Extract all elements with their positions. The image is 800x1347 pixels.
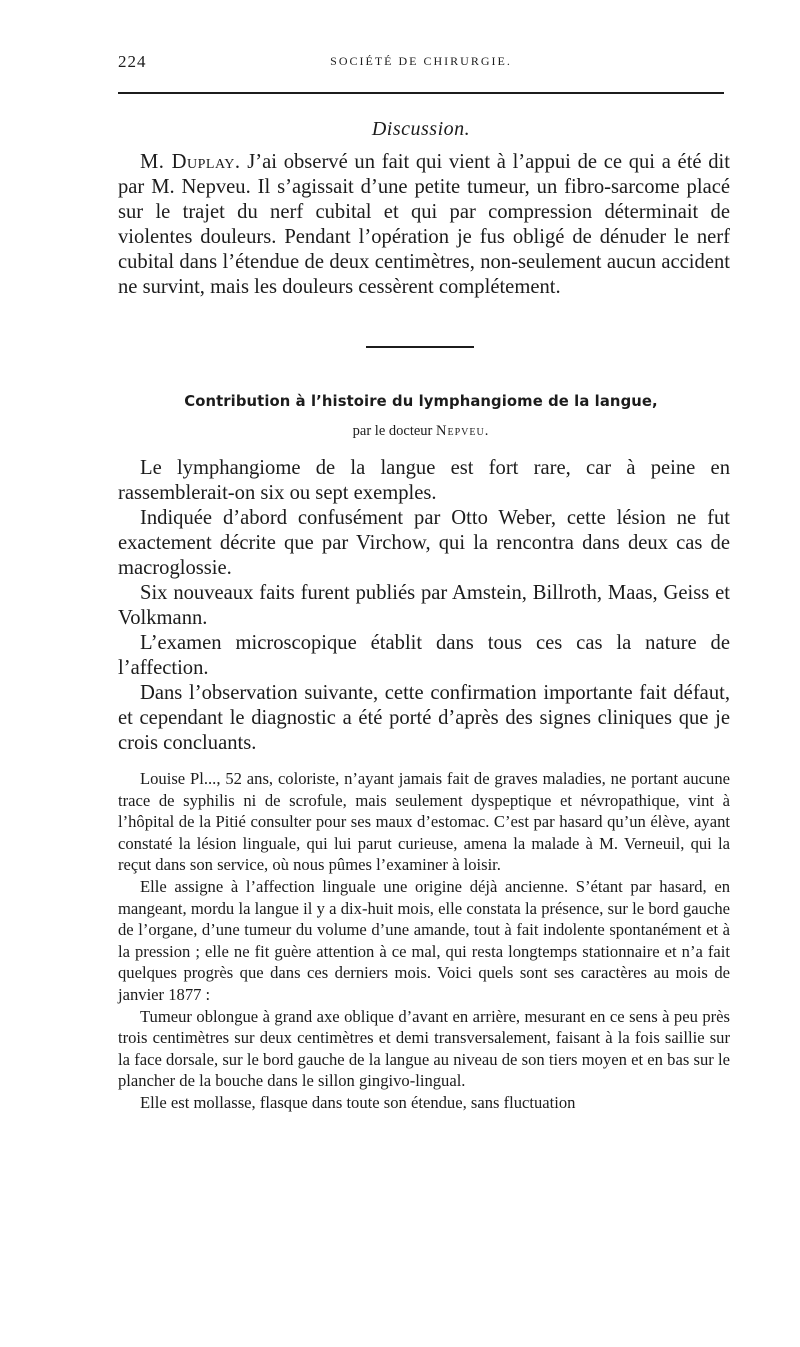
header-rule	[118, 92, 724, 94]
byline-author: Nepveu.	[436, 423, 490, 439]
running-head	[118, 50, 724, 72]
case-paragraph: Elle assigne à l’affection linguale une origine déjà ancienne. S’étant par hasard, en mangeant, mordu la langue il y a dix-huit mois, elle constata la présence, sur le bord gauche de l’organe, d’une tumeur du volume d’une amande, tout à fait indolente spontanément et à la pression ; elle ne fit guère attention à ce mal, qui resta longtemps stationnaire et n’a fait quelques progrès que dans ces derniers mois. Voici quels sont ses caractères au mois de janvier 1877 :	[118, 876, 730, 1004]
byline	[118, 423, 724, 440]
case-paragraph: Tumeur oblongue à grand axe oblique d’avant en arrière, mesurant en ce sens à peu près trois centimètres sur deux centimètres et demi transversalement, faisant à la fois saillie sur la face dorsale, sur le bord gauche de la langue au niveau de son tiers moyen et en bas sur le plancher de la bouche dans le sillon gingivo-lingual.	[118, 1006, 730, 1091]
page-number: 224	[118, 52, 147, 71]
journal-title: SOCIÉTÉ DE CHIRURGIE.	[330, 54, 512, 68]
discussion-heading: Discussion.	[371, 118, 471, 140]
article-paragraph: Le lymphangiome de la langue est fort rare, car à peine en rassemblerait-on six ou sept exemples.	[118, 457, 730, 504]
article-paragraph: Dans l’observation suivante, cette confirmation importante fait défaut, et cependant le diagnostic a été porté d’après des signes cliniques que je crois concluants.	[118, 682, 730, 754]
discussion-text	[118, 150, 730, 300]
discussion-paragraph	[118, 150, 730, 300]
speaker-name: M. Duplay.	[140, 151, 241, 173]
article-paragraph: Six nouveaux faits furent publiés par Amstein, Billroth, Maas, Geiss et Volkmann.	[118, 582, 730, 629]
case-report	[118, 768, 730, 1114]
article-paragraph: Indiquée d’abord confusément par Otto Weber, cette lésion ne fut exactement décrite que par Virchow, qui la rencontra dans deux cas de macroglossie.	[118, 507, 730, 579]
article-title: Contribution à l’histoire du lymphangiome de la langue,	[184, 393, 658, 410]
section-separator	[366, 346, 474, 348]
byline-prefix: par le docteur	[352, 423, 433, 439]
article-paragraph: L’examen microscopique établit dans tous ces cas la nature de l’affection.	[118, 632, 730, 679]
case-paragraph: Elle est mollasse, flasque dans toute son étendue, sans fluctuation	[140, 1092, 576, 1112]
case-paragraph: Louise Pl..., 52 ans, coloriste, n’ayant jamais fait de graves maladies, ne portant aucune trace de syphilis ni de scrofule, mais seulement dyspeptique et névropathique, vint à l’hôpital de la Pitié consulter pour ses maux d’estomac. C’est par hasard qu’un élève, ayant constaté la lésion linguale, qui lui parut curieuse, amena la malade à M. Verneuil, qui la reçut dans son service, où nous pûmes l’examiner à loisir.	[118, 769, 730, 875]
article-intro	[118, 456, 730, 756]
discussion-body: J’ai observé un fait qui vient à l’appui de ce qui a été dit par M. Nepveu. Il s’agissait d’une petite tumeur, un fibro-sarcome placé sur le trajet du nerf cubital et qui par compression déterminait de violentes douleurs. Pendant l’opération je fus obligé de dénuder le nerf cubital dans l’étendue de deux centimètres, non-seulement aucun accident ne survint, mais les douleurs cessèrent complétement.	[118, 151, 730, 298]
